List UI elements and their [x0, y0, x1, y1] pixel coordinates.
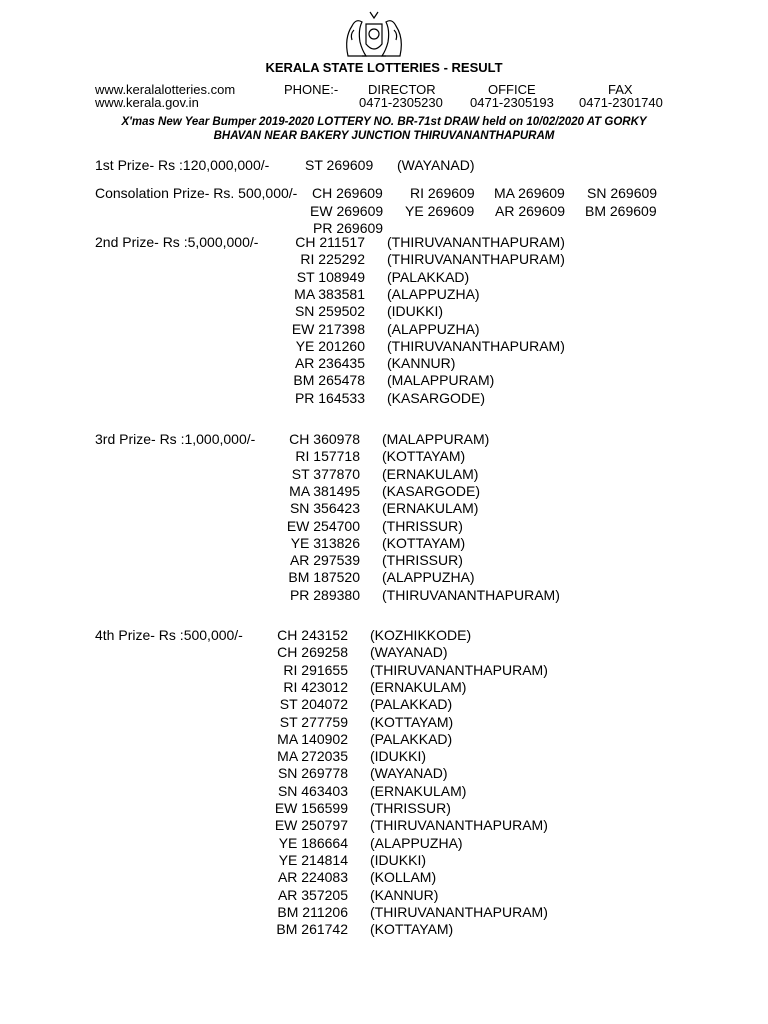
winner-row [0, 482, 481, 500]
ticket-number: ST 277759 [279, 713, 348, 730]
winner-row [0, 661, 548, 679]
winner-district: (KOTTAYAM) [382, 448, 466, 465]
ticket-number: YE 201260 [295, 337, 365, 354]
document-title: KERALA STATE LOTTERIES - RESULT [265, 60, 503, 75]
ticket-number: BM 261742 [276, 921, 348, 938]
winner-row [0, 465, 479, 483]
winner-row [0, 886, 439, 904]
winner-row [0, 534, 466, 552]
winner-district: (ERNAKULAM) [382, 500, 479, 517]
winner-row [0, 517, 463, 535]
website-1: www.keralalotteries.com [95, 82, 236, 97]
winner-district: (ALAPPUZHA) [370, 834, 463, 851]
winner-district: (KOLLAM) [370, 869, 437, 886]
winner-district: (PALAKKAD) [387, 268, 470, 285]
director-label: DIRECTOR [368, 82, 436, 97]
winner-row [0, 869, 437, 886]
ticket-number: MA 272035 [277, 748, 348, 765]
ticket-number: MA 383581 [294, 285, 365, 302]
ticket-number: AR 297539 [289, 552, 360, 569]
winner-district: (THIRUVANANTHAPURAM) [382, 586, 560, 603]
office-label: OFFICE [488, 82, 536, 97]
winner-district: (ALAPPUZHA) [382, 569, 475, 586]
consolation-ticket: YE 269609 [405, 203, 475, 219]
winner-district: (WAYANAD) [370, 765, 448, 782]
winner-row [0, 678, 467, 696]
winner-district: (IDUKKI) [387, 303, 443, 320]
winner-district: (ALAPPUZHA) [387, 320, 480, 337]
winner-row [0, 851, 426, 869]
third-prize-label: 3rd Prize- Rs :1,000,000/- [95, 431, 256, 447]
first-prize-label: 1st Prize- Rs :120,000,000/- [95, 157, 270, 173]
ticket-number: SN 269778 [277, 765, 348, 782]
ticket-number: RI 157718 [295, 448, 360, 465]
winner-row [0, 251, 565, 268]
ticket-number: CH 211517 [295, 234, 365, 250]
ticket-number: SN 259502 [294, 303, 365, 320]
director-phone: 0471-2305230 [359, 95, 443, 110]
ticket-number: YE 214814 [278, 851, 348, 868]
winner-district: (MALAPPURAM) [382, 431, 490, 447]
winner-row [0, 303, 443, 320]
ticket-number: CH 243152 [277, 627, 348, 643]
ticket-number: ST 108949 [296, 268, 365, 285]
winner-district: (KASARGODE) [382, 482, 481, 499]
winner-row [0, 389, 486, 407]
winner-district: (THRISSUR) [370, 800, 451, 816]
winner-district: (THRISSUR) [382, 517, 463, 534]
winner-district: (THIRUVANANTHAPURAM) [387, 251, 565, 268]
ticket-number: PR 164533 [294, 389, 365, 406]
ticket-number: EW 156599 [274, 800, 348, 816]
second-prize-label: 2nd Prize- Rs :5,000,000/- [95, 234, 259, 250]
winner-district: (ERNAKULAM) [370, 678, 467, 695]
draw-info-line-1: X'mas New Year Bumper 2019-2020 LOTTERY NO. BR-71st DRAW held on 10/02/2020 AT GORKY [121, 116, 647, 128]
fax-label: FAX [608, 82, 633, 97]
winner-row [0, 817, 548, 834]
winner-row [0, 552, 463, 569]
ticket-number: BM 265478 [293, 372, 365, 389]
winner-row [0, 355, 456, 372]
ticket-number: EW 250797 [274, 817, 348, 834]
first-prize-ticket: ST 269609 [305, 157, 374, 173]
winner-district: (KANNUR) [387, 355, 456, 372]
ticket-number: YE 186664 [278, 834, 348, 851]
winner-row [0, 713, 454, 731]
ticket-number: PR 289380 [289, 586, 360, 603]
winner-row [0, 834, 463, 852]
winner-row [0, 569, 475, 586]
ticket-number: RI 423012 [283, 678, 348, 695]
consolation-ticket: CH 269609 [312, 185, 383, 201]
consolation-ticket: BM 269609 [585, 203, 657, 219]
consolation-ticket: AR 269609 [495, 203, 566, 219]
office-phone: 0471-2305193 [470, 95, 554, 110]
state-emblem-icon [340, 8, 408, 60]
winner-district: (PALAKKAD) [370, 696, 453, 713]
consolation-label: Consolation Prize- Rs. 500,000/- [95, 185, 298, 201]
winner-district: (ERNAKULAM) [370, 782, 467, 799]
ticket-number: EW 217398 [291, 320, 365, 337]
ticket-number: SN 463403 [277, 782, 348, 799]
phone-label: PHONE:- [284, 82, 339, 97]
winner-row [0, 337, 565, 355]
ticket-number: CH 360978 [289, 431, 360, 447]
winner-row [0, 644, 448, 661]
consolation-ticket: EW 269609 [310, 203, 384, 219]
winner-row [0, 268, 470, 286]
winner-row [0, 696, 453, 713]
winner-district: (THRISSUR) [382, 552, 463, 569]
winner-row [0, 748, 426, 765]
winner-district: (KOTTAYAM) [370, 921, 454, 938]
first-prize-place: (WAYANAD) [397, 157, 475, 173]
consolation-ticket: RI 269609 [410, 185, 475, 201]
ticket-number: EW 254700 [286, 517, 360, 534]
ticket-number: MA 140902 [277, 730, 348, 747]
winner-row [0, 320, 480, 338]
consolation-ticket: MA 269609 [494, 185, 565, 201]
winner-district: (THIRUVANANTHAPURAM) [370, 903, 548, 920]
website-2: www.kerala.gov.in [95, 95, 199, 110]
winner-district: (KANNUR) [370, 886, 439, 903]
winner-row [0, 730, 453, 748]
ticket-number: AR 357205 [277, 886, 348, 903]
ticket-number: ST 377870 [291, 465, 360, 482]
winner-row [0, 448, 466, 465]
winner-district: (THIRUVANANTHAPURAM) [370, 817, 548, 834]
winner-row [0, 500, 479, 517]
winner-row [0, 431, 490, 448]
ticket-number: RI 225292 [300, 251, 365, 268]
winner-row [0, 285, 480, 303]
winner-row [0, 372, 495, 389]
winner-district: (THIRUVANANTHAPURAM) [387, 337, 565, 354]
ticket-number: SN 356423 [289, 500, 360, 517]
winner-district: (MALAPPURAM) [387, 372, 495, 389]
winner-row [0, 586, 560, 604]
winner-district: (KASARGODE) [387, 389, 486, 406]
winner-district: (THIRUVANANTHAPURAM) [387, 234, 565, 250]
ticket-number: ST 204072 [279, 696, 348, 713]
ticket-number: CH 269258 [277, 644, 348, 661]
fourth-prize-label: 4th Prize- Rs :500,000/- [95, 627, 243, 643]
ticket-number: RI 291655 [283, 661, 348, 678]
ticket-number: AR 224083 [277, 869, 348, 886]
ticket-number: YE 313826 [290, 534, 360, 551]
winner-row [0, 800, 451, 817]
winner-row [0, 627, 472, 644]
winner-row [0, 765, 448, 782]
winner-district: (ERNAKULAM) [382, 465, 479, 482]
winner-district: (KOTTAYAM) [370, 713, 454, 730]
winner-row [0, 234, 565, 251]
draw-info-line-2: BHAVAN NEAR BAKERY JUNCTION THIRUVANANTHAPURAM [213, 130, 555, 142]
winner-district: (THIRUVANANTHAPURAM) [370, 661, 548, 678]
winner-district: (KOZHIKKODE) [370, 627, 472, 643]
winner-row [0, 903, 548, 921]
ticket-number: BM 211206 [277, 903, 348, 920]
winner-district: (ALAPPUZHA) [387, 285, 480, 302]
winner-row [0, 921, 454, 938]
fax-number: 0471-2301740 [579, 95, 663, 110]
consolation-ticket: SN 269609 [587, 185, 658, 201]
winner-row [0, 782, 467, 800]
winner-district: (IDUKKI) [370, 748, 426, 765]
consolation-ticket: PR 269609 [313, 220, 384, 236]
ticket-number: BM 187520 [288, 569, 360, 586]
winner-district: (IDUKKI) [370, 851, 426, 868]
winner-district: (PALAKKAD) [370, 730, 453, 747]
ticket-number: MA 381495 [289, 482, 360, 499]
winner-district: (WAYANAD) [370, 644, 448, 661]
winner-district: (KOTTAYAM) [382, 534, 466, 551]
ticket-number: AR 236435 [294, 355, 365, 372]
